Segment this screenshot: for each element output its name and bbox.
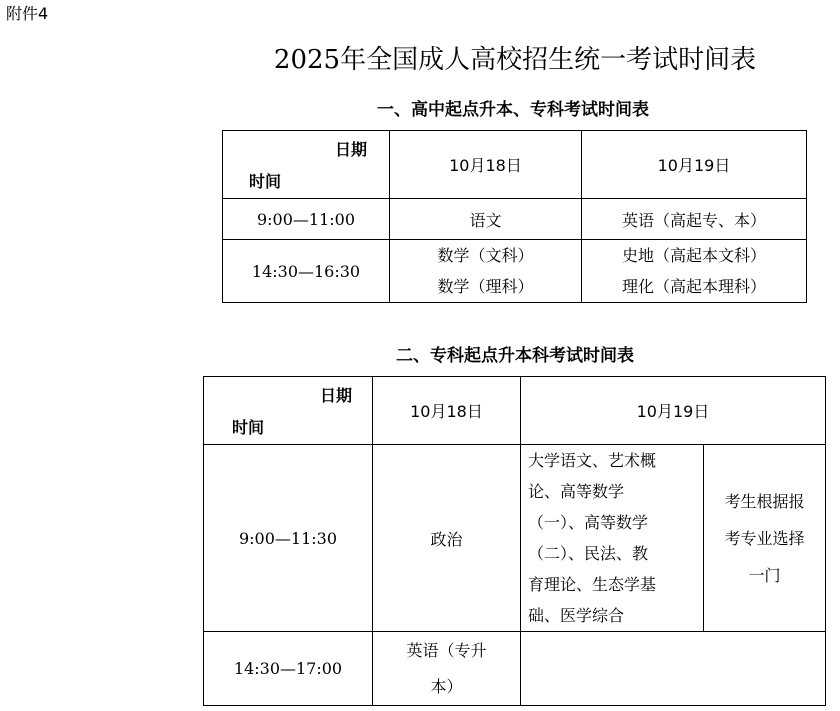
time-cell: 9:00—11:30 [204, 445, 373, 632]
subject-line: （二）、民法、教 [528, 544, 649, 563]
date-time-header-cell [223, 131, 390, 199]
subject-line: 育理论、生态学基 [528, 575, 657, 594]
note-line: 一门 [748, 565, 781, 585]
day2-subjects-cell [521, 445, 704, 632]
date-time-header-cell [204, 377, 373, 445]
day2-cell: 英语（高起专、本） [582, 199, 807, 240]
subject-line: 数学（文科） [437, 246, 534, 265]
subject-line: 英语（专升 [406, 640, 487, 660]
attachment-label: 附件4 [6, 4, 49, 23]
note-line: 考生根据报 [724, 491, 805, 511]
note-line: 考专业选择 [724, 528, 805, 548]
table-header-row [223, 131, 807, 199]
day2-note-cell [704, 445, 826, 632]
subject-line: 论、高等数学 [528, 482, 625, 501]
schedule-table-1 [222, 130, 807, 303]
page-title: 2025年全国成人高校招生统一考试时间表 [273, 45, 757, 75]
day2-header: 10月19日 [521, 377, 826, 445]
day2-cell [582, 240, 807, 303]
table-row [223, 199, 807, 240]
section2-title: 二、专科起点升本科考试时间表 [396, 346, 634, 366]
table-row [204, 445, 826, 632]
time-cell: 14:30—17:00 [204, 632, 373, 706]
time-cell: 9:00—11:00 [223, 199, 390, 240]
day2-header: 10月19日 [582, 131, 807, 199]
date-header-label: 日期 [334, 140, 367, 159]
day1-header: 10月18日 [373, 377, 521, 445]
table-row [204, 632, 826, 706]
subject-line: 理化（高起本理科） [621, 277, 766, 296]
table-header-row [204, 377, 826, 445]
day1-cell [373, 632, 521, 706]
time-cell: 14:30—16:30 [223, 240, 390, 303]
schedule-table-2 [203, 376, 826, 706]
subject-line: （一）、高等数学 [528, 513, 649, 532]
subject-line: 大学语文、艺术概 [528, 451, 657, 470]
section1-title: 一、高中起点升本、专科考试时间表 [377, 100, 649, 120]
subject-line: 本） [430, 676, 463, 696]
date-header-label: 日期 [319, 386, 352, 405]
subject-line: 数学（理科） [437, 277, 534, 296]
day1-cell: 政治 [373, 445, 521, 632]
time-header-label: 时间 [249, 172, 282, 191]
time-header-label: 时间 [232, 418, 265, 437]
day2-cell [521, 632, 826, 706]
day1-cell [390, 240, 582, 303]
day1-header: 10月18日 [390, 131, 582, 199]
subject-line: 础、医学综合 [528, 606, 625, 625]
subject-line: 史地（高起本文科） [621, 246, 766, 265]
table-row [223, 240, 807, 303]
day1-cell: 语文 [390, 199, 582, 240]
